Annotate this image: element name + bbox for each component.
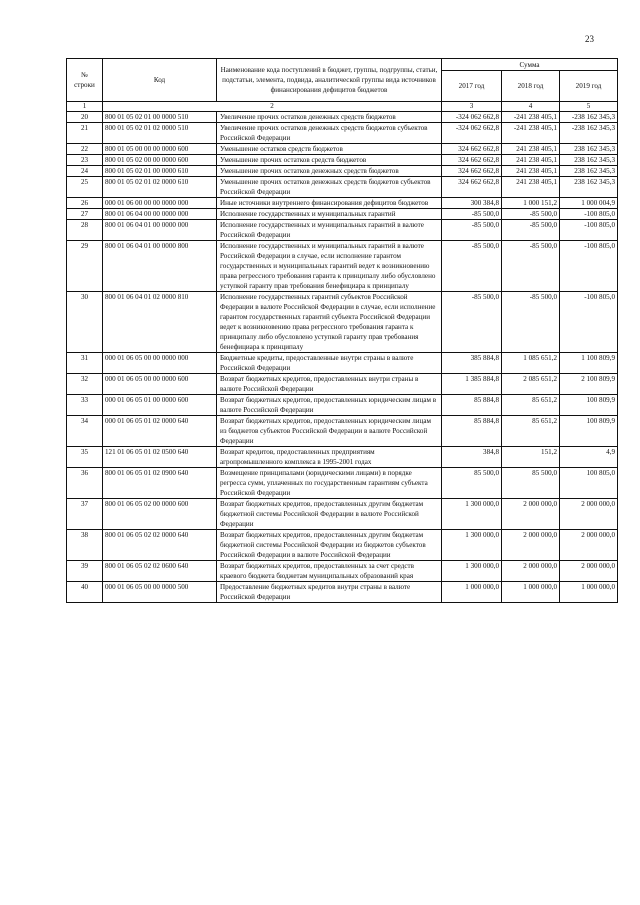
row-value-2019: 2 000 000,0 [560,561,618,582]
table-header [67,59,618,112]
row-number: 32 [67,374,103,395]
row-code: 000 01 06 05 00 00 0000 500 [103,582,217,603]
row-value-2018: 85 651,2 [502,395,560,416]
row-value-2017: 300 384,8 [442,198,502,209]
table-row [67,155,618,166]
row-number: 22 [67,144,103,155]
table-row [67,144,618,155]
row-value-2019: -100 805,0 [560,241,618,292]
table-row [67,395,618,416]
row-value-2018: 241 238 405,1 [502,155,560,166]
row-value-2019: 238 162 345,3 [560,155,618,166]
row-code: 800 01 05 02 01 02 0000 610 [103,177,217,198]
row-code: 000 01 06 05 00 00 0000 000 [103,353,217,374]
row-code: 000 01 06 05 01 00 0000 600 [103,395,217,416]
row-number: 38 [67,530,103,561]
row-value-2018: 2 000 000,0 [502,561,560,582]
row-value-2017: 85 884,8 [442,416,502,447]
table-row [67,123,618,144]
row-number: 26 [67,198,103,209]
row-value-2019: 238 162 345,3 [560,166,618,177]
row-value-2019: 2 100 809,9 [560,374,618,395]
row-code: 800 01 06 05 02 02 0000 640 [103,530,217,561]
column-index: 4 [502,102,560,112]
row-value-2017: -85 500,0 [442,209,502,220]
row-name: Предоставление бюджетных кредитов внутри страны в валюте Российской Федерации [217,582,442,603]
row-value-2017: 385 884,8 [442,353,502,374]
row-code: 800 01 06 05 01 02 0900 640 [103,468,217,499]
row-number: 27 [67,209,103,220]
row-code: 800 01 06 05 02 00 0000 600 [103,499,217,530]
row-value-2017: 1 300 000,0 [442,530,502,561]
row-value-2018: 1 000 000,0 [502,582,560,603]
header-row-number: № строки [67,59,103,102]
table-row [67,582,618,603]
table-row [67,112,618,123]
row-value-2017: 85 500,0 [442,468,502,499]
row-value-2018: -85 500,0 [502,292,560,353]
row-value-2019: 2 000 000,0 [560,530,618,561]
header-year-2017: 2017 год [442,71,502,102]
column-index: 2 [103,102,442,112]
row-name: Возврат бюджетных кредитов, предоставленных другим бюджетам бюджетной системы Российской Федерации в валюте Российской Федерации [217,499,442,530]
row-value-2019: -238 162 345,3 [560,112,618,123]
table-row [67,177,618,198]
row-value-2018: 2 000 000,0 [502,499,560,530]
row-code: 121 01 06 05 01 02 0500 640 [103,447,217,468]
row-value-2019: 4,9 [560,447,618,468]
column-index-row [67,102,618,112]
row-name: Исполнение государственных и муниципальных гарантий [217,209,442,220]
row-name: Исполнение государственных и муниципальных гарантий в валюте Российской Федерации [217,220,442,241]
row-code: 800 01 05 02 01 02 0000 510 [103,123,217,144]
row-code: 800 01 06 05 02 02 0600 640 [103,561,217,582]
row-code: 000 01 06 00 00 00 0000 000 [103,198,217,209]
row-value-2018: -85 500,0 [502,209,560,220]
row-value-2018: 85 651,2 [502,416,560,447]
row-number: 33 [67,395,103,416]
row-number: 34 [67,416,103,447]
row-name: Возврат бюджетных кредитов, предоставленных за счет средств краевого бюджета бюджетам муниципальных образований края [217,561,442,582]
row-code: 800 01 05 00 00 00 0000 600 [103,144,217,155]
table-row [67,353,618,374]
row-name: Исполнение государственных гарантий субъектов Российской Федерации в валюте Российской Федерации в случае, если исполнение гарантом государственных гарантий субъекта Российской Федерации ведет к возникновению права регрессного требования гаранта к принципалу либо обусловлено уступкой гаранту прав требования бенефициара к принципалу [217,292,442,353]
row-code: 800 01 05 02 01 00 0000 510 [103,112,217,123]
row-number: 31 [67,353,103,374]
row-name: Исполнение государственных и муниципальных гарантий в валюте Российской Федерации в случае, если исполнение гарантом государственных и муниципальных гарантий ведет к возникновению права регрессного требования гаранта к принципалу либо обусловлено уступкой гаранту прав требования бенефициара к принципалу [217,241,442,292]
column-index: 5 [560,102,618,112]
row-name: Уменьшение прочих остатков средств бюджетов [217,155,442,166]
row-value-2018: -85 500,0 [502,220,560,241]
row-number: 21 [67,123,103,144]
header-name: Наименование кода поступлений в бюджет, группы, подгруппы, статьи, подстатьи, элемента, подвида, аналитической группы вида источников финансирования дефицитов бюджетов [217,59,442,102]
column-index: 1 [67,102,103,112]
row-name: Возмещение принципалами (юридическими лицами) в порядке регресса сумм, уплаченных по государственным гарантиям субъекта Российской Федерации [217,468,442,499]
row-value-2017: -324 062 662,8 [442,123,502,144]
table-row [67,499,618,530]
row-value-2018: 241 238 405,1 [502,144,560,155]
row-value-2019: 1 000 004,9 [560,198,618,209]
row-value-2017: -324 062 662,8 [442,112,502,123]
row-value-2017: 1 300 000,0 [442,561,502,582]
header-sum: Сумма [442,59,618,71]
table-row [67,220,618,241]
row-value-2018: -85 500,0 [502,241,560,292]
row-value-2018: -241 238 405,1 [502,123,560,144]
row-value-2018: 85 500,0 [502,468,560,499]
row-value-2019: 238 162 345,3 [560,144,618,155]
row-value-2017: 324 662 662,8 [442,177,502,198]
row-value-2019: 1 000 000,0 [560,582,618,603]
row-value-2019: -100 805,0 [560,209,618,220]
row-code: 800 01 05 02 01 00 0000 610 [103,166,217,177]
row-value-2019: -238 162 345,3 [560,123,618,144]
row-value-2018: 1 085 651,2 [502,353,560,374]
row-name: Уменьшение прочих остатков денежных средств бюджетов субъектов Российской Федерации [217,177,442,198]
row-number: 35 [67,447,103,468]
row-code: 800 01 05 02 00 00 0000 600 [103,155,217,166]
row-number: 37 [67,499,103,530]
row-number: 24 [67,166,103,177]
row-value-2017: 324 662 662,8 [442,155,502,166]
row-value-2017: -85 500,0 [442,220,502,241]
row-value-2017: 324 662 662,8 [442,144,502,155]
row-number: 20 [67,112,103,123]
row-value-2019: -100 805,0 [560,220,618,241]
row-value-2017: 1 000 000,0 [442,582,502,603]
page-number: 23 [585,34,594,44]
row-value-2018: 241 238 405,1 [502,166,560,177]
table-row [67,416,618,447]
table-row [67,292,618,353]
table-row [67,374,618,395]
row-code: 800 01 06 04 00 00 0000 000 [103,209,217,220]
row-name: Возврат кредитов, предоставленных предприятиям агропромышленного комплекса в 1995-2001 годах [217,447,442,468]
row-name: Возврат бюджетных кредитов, предоставленных юридическим лицам из бюджетов субъектов Российской Федерации в валюте Российской Федерации [217,416,442,447]
row-code: 000 01 06 05 00 00 0000 600 [103,374,217,395]
row-code: 800 01 06 04 01 00 0000 800 [103,241,217,292]
row-number: 36 [67,468,103,499]
row-number: 25 [67,177,103,198]
row-name: Возврат бюджетных кредитов, предоставленных внутри страны в валюте Российской Федерации [217,374,442,395]
table-row [67,530,618,561]
row-name: Уменьшение остатков средств бюджетов [217,144,442,155]
row-value-2019: 2 000 000,0 [560,499,618,530]
row-name: Увеличение прочих остатков денежных средств бюджетов субъектов Российской Федерации [217,123,442,144]
row-code: 800 01 06 04 01 00 0000 000 [103,220,217,241]
row-value-2018: 2 085 651,2 [502,374,560,395]
row-name: Иные источники внутреннего финансирования дефицитов бюджетов [217,198,442,209]
header-year-2018: 2018 год [502,71,560,102]
row-value-2017: 1 300 000,0 [442,499,502,530]
row-value-2019: 100 809,9 [560,395,618,416]
table-row [67,561,618,582]
row-number: 29 [67,241,103,292]
row-value-2017: 324 662 662,8 [442,166,502,177]
column-index: 3 [442,102,502,112]
row-value-2017: -85 500,0 [442,292,502,353]
row-value-2017: 384,8 [442,447,502,468]
table-row [67,447,618,468]
row-value-2018: 241 238 405,1 [502,177,560,198]
row-value-2018: -241 238 405,1 [502,112,560,123]
row-name: Возврат бюджетных кредитов, предоставленных другим бюджетам бюджетной системы Российской Федерации из бюджетов субъектов Российской Федерации в валюте Российской Федерации [217,530,442,561]
row-number: 30 [67,292,103,353]
row-number: 40 [67,582,103,603]
row-value-2019: 100 809,9 [560,416,618,447]
table-row [67,209,618,220]
table-row [67,198,618,209]
row-value-2017: -85 500,0 [442,241,502,292]
row-code: 800 01 06 04 01 02 0000 810 [103,292,217,353]
row-value-2018: 151,2 [502,447,560,468]
row-value-2019: -100 805,0 [560,292,618,353]
row-value-2019: 100 805,0 [560,468,618,499]
table-row [67,468,618,499]
row-value-2017: 1 385 884,8 [442,374,502,395]
budget-sources-table [66,58,618,603]
row-name: Уменьшение прочих остатков денежных средств бюджетов [217,166,442,177]
row-code: 000 01 06 05 01 02 0000 640 [103,416,217,447]
row-name: Увеличение прочих остатков денежных средств бюджетов [217,112,442,123]
row-number: 28 [67,220,103,241]
row-name: Бюджетные кредиты, предоставленные внутри страны в валюте Российской Федерации [217,353,442,374]
header-year-2019: 2019 год [560,71,618,102]
row-value-2018: 1 000 151,2 [502,198,560,209]
row-value-2018: 2 000 000,0 [502,530,560,561]
row-number: 39 [67,561,103,582]
table-row [67,166,618,177]
row-number: 23 [67,155,103,166]
row-value-2019: 1 100 809,9 [560,353,618,374]
row-value-2019: 238 162 345,3 [560,177,618,198]
header-code: Код [103,59,217,102]
table-body [67,112,618,603]
row-name: Возврат бюджетных кредитов, предоставленных юридическим лицам в валюте Российской Федерации [217,395,442,416]
table-row [67,241,618,292]
row-value-2017: 85 884,8 [442,395,502,416]
